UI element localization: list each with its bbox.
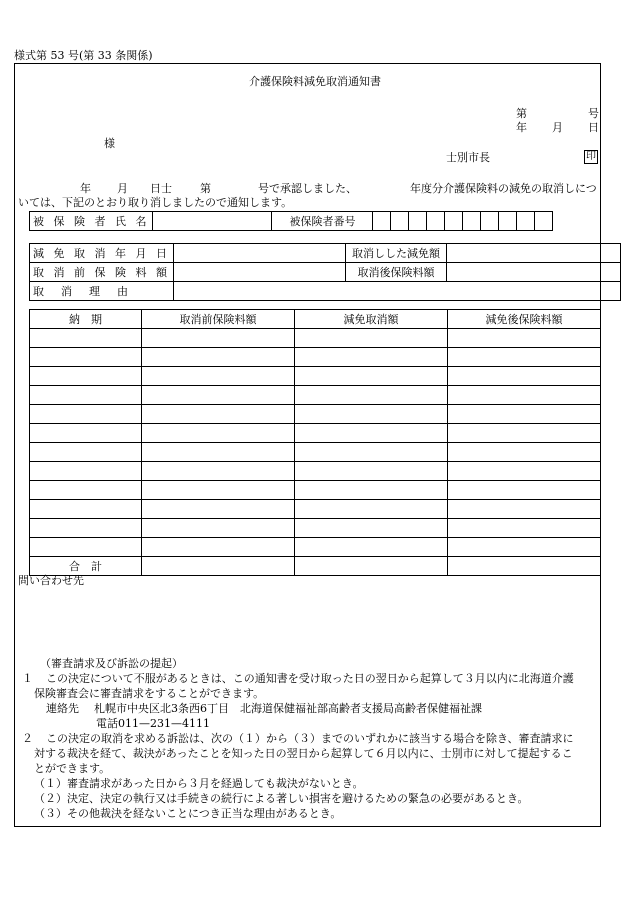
ref-dai: 第	[516, 107, 527, 120]
table-row	[30, 424, 601, 443]
insured-number-digit[interactable]	[409, 212, 427, 231]
schedule-cell[interactable]	[448, 424, 601, 443]
schedule-cell[interactable]	[30, 424, 142, 443]
notice-item-2: （２）決定、決定の執行又は手続きの続行による著しい損害を避けるための緊急の必要があるとき。	[34, 792, 529, 805]
table-row	[30, 405, 601, 424]
schedule-cell[interactable]	[142, 348, 295, 367]
schedule-cell[interactable]	[30, 348, 142, 367]
notice-heading: （審査請求及び訴訟の提起）	[40, 657, 183, 670]
schedule-total-cell[interactable]	[448, 557, 601, 576]
after-premium-label: 取消後保険料額	[345, 263, 446, 282]
schedule-cell[interactable]	[295, 405, 448, 424]
table-row	[30, 348, 601, 367]
after-premium-cell[interactable]	[446, 263, 620, 282]
table-row	[30, 367, 601, 386]
before-premium-cell[interactable]	[173, 263, 345, 282]
intro-year: 年	[80, 182, 91, 195]
contact-phone: 電話011—231—4111	[96, 717, 210, 730]
seal-mark: 印	[586, 151, 596, 162]
notice-p1-number: １	[22, 672, 33, 685]
schedule-cell[interactable]	[142, 367, 295, 386]
intro-month: 月	[117, 182, 128, 195]
notice-p1-line1: この決定について不服があるときは、この通知書を受け取った日の翌日から起算して３月以内に北海道介護	[46, 672, 574, 685]
insured-number-digit[interactable]	[427, 212, 445, 231]
schedule-cell[interactable]	[30, 386, 142, 405]
schedule-cell[interactable]	[142, 538, 295, 557]
schedule-cell[interactable]	[448, 405, 601, 424]
schedule-cell[interactable]	[142, 462, 295, 481]
addressee-sama: 様	[104, 137, 115, 150]
insured-number-digit[interactable]	[445, 212, 463, 231]
schedule-cell[interactable]	[142, 519, 295, 538]
intro-approved: 号で承認しました、	[258, 182, 357, 195]
schedule-cell[interactable]	[142, 443, 295, 462]
notice-p2-line1: この決定の取消を求める訴訟は、次の（１）から（３）までのいずれかに該当する場合を除き、審査請求に	[46, 732, 574, 745]
schedule-cell[interactable]	[142, 329, 295, 348]
schedule-total-cell[interactable]	[142, 557, 295, 576]
cancelled-amount-label: 取消しした減免額	[345, 244, 446, 263]
schedule-cell[interactable]	[448, 500, 601, 519]
notice-item-3: （３）その他裁決を経ないことにつき正当な理由があるとき。	[34, 807, 342, 820]
date-nen: 年	[516, 121, 527, 134]
before-premium-label: 取 消 前 保 険 料 額	[30, 263, 174, 282]
form-number: 様式第 53 号(第 33 条関係)	[14, 49, 153, 62]
date-hi: 日	[588, 121, 599, 134]
schedule-cell[interactable]	[30, 443, 142, 462]
schedule-cell[interactable]	[295, 367, 448, 386]
schedule-table	[29, 309, 601, 576]
document-title: 介護保険料減免取消通知書	[249, 75, 381, 88]
schedule-cell[interactable]	[295, 538, 448, 557]
table-row	[30, 329, 601, 348]
contact-address: 札幌市中央区北3条西6丁目 北海道保健福祉部高齢者支援局高齢者保健福祉課	[94, 702, 482, 715]
schedule-cell[interactable]	[448, 386, 601, 405]
insured-number-digit[interactable]	[535, 212, 553, 231]
cancel-date-label: 減 免 取 消 年 月 日	[30, 244, 174, 263]
table-row	[30, 519, 601, 538]
schedule-cell[interactable]	[30, 367, 142, 386]
insured-number-digit[interactable]	[373, 212, 391, 231]
intro-dai: 第	[200, 182, 211, 195]
schedule-cell[interactable]	[448, 443, 601, 462]
insured-number-digit[interactable]	[499, 212, 517, 231]
schedule-cell[interactable]	[295, 462, 448, 481]
ref-go: 号	[588, 107, 599, 120]
schedule-cell[interactable]	[30, 481, 142, 500]
schedule-header-period: 納 期	[30, 310, 142, 329]
issuer-name: 士別市長	[446, 151, 490, 164]
schedule-cell[interactable]	[30, 500, 142, 519]
schedule-cell[interactable]	[295, 481, 448, 500]
table-row	[30, 500, 601, 519]
table-row	[30, 443, 601, 462]
notice-p2-line2: 対する裁決を経て、裁決があったことを知った日の翌日から起算して６月以内に、士別市に対して提起するこ	[34, 747, 573, 760]
contact-label: 連絡先	[46, 702, 79, 715]
insured-number-label: 被保険者番号	[272, 212, 373, 231]
insured-number-digit[interactable]	[391, 212, 409, 231]
schedule-cell[interactable]	[448, 367, 601, 386]
cancelled-amount-cell[interactable]	[446, 244, 620, 263]
schedule-cell[interactable]	[295, 329, 448, 348]
table-row	[30, 481, 601, 500]
intro-line2: いては、下記のとおり取り消しましたので通知します。	[18, 196, 293, 209]
schedule-cell[interactable]	[30, 519, 142, 538]
schedule-cell[interactable]	[448, 329, 601, 348]
reason-cell[interactable]	[173, 282, 620, 301]
schedule-cell[interactable]	[30, 538, 142, 557]
schedule-cell[interactable]	[295, 443, 448, 462]
table-row	[30, 386, 601, 405]
schedule-cell[interactable]	[142, 424, 295, 443]
insured-table	[29, 211, 553, 231]
schedule-cell[interactable]	[30, 329, 142, 348]
date-tsuki: 月	[552, 121, 563, 134]
schedule-total-label: 合 計	[30, 557, 142, 576]
table-row	[30, 538, 601, 557]
schedule-header-before: 取消前保険料額	[142, 310, 295, 329]
schedule-cell[interactable]	[448, 538, 601, 557]
insured-number-digit[interactable]	[481, 212, 499, 231]
intro-day: 日士	[150, 182, 172, 195]
insured-number-digit[interactable]	[463, 212, 481, 231]
notice-item-1: （１）審査請求があった日から３月を経過しても裁決がないとき。	[34, 777, 364, 790]
schedule-header-after: 減免後保険料額	[448, 310, 601, 329]
schedule-header-cancel: 減免取消額	[295, 310, 448, 329]
schedule-cell[interactable]	[142, 386, 295, 405]
notice-p1-line2: 保険審査会に審査請求をすることができます。	[34, 687, 265, 700]
schedule-cell[interactable]	[295, 500, 448, 519]
schedule-cell[interactable]	[295, 519, 448, 538]
inquiry-label: 問い合わせ先	[18, 574, 84, 587]
schedule-cell[interactable]	[30, 405, 142, 424]
reason-label: 取 消 理 由	[30, 282, 174, 301]
schedule-cell[interactable]	[142, 481, 295, 500]
intro-fiscal: 年度分介護保険料の減免の取消しにつ	[410, 182, 597, 195]
notice-p2-line3: とができます。	[34, 762, 111, 775]
table-row	[30, 462, 601, 481]
cancel-date-cell[interactable]	[173, 244, 345, 263]
schedule-cell[interactable]	[448, 348, 601, 367]
schedule-total-cell[interactable]	[295, 557, 448, 576]
schedule-cell[interactable]	[448, 519, 601, 538]
insured-name-label: 被 保 険 者 氏 名	[30, 212, 153, 231]
schedule-cell[interactable]	[295, 424, 448, 443]
schedule-cell[interactable]	[295, 348, 448, 367]
schedule-cell[interactable]	[295, 386, 448, 405]
schedule-cell[interactable]	[448, 481, 601, 500]
insured-number-digit[interactable]	[517, 212, 535, 231]
notice-p2-number: ２	[22, 732, 33, 745]
schedule-cell[interactable]	[448, 462, 601, 481]
details-table	[29, 243, 621, 301]
schedule-cell[interactable]	[142, 405, 295, 424]
schedule-cell[interactable]	[142, 500, 295, 519]
schedule-cell[interactable]	[30, 462, 142, 481]
insured-name-cell[interactable]	[153, 212, 272, 231]
